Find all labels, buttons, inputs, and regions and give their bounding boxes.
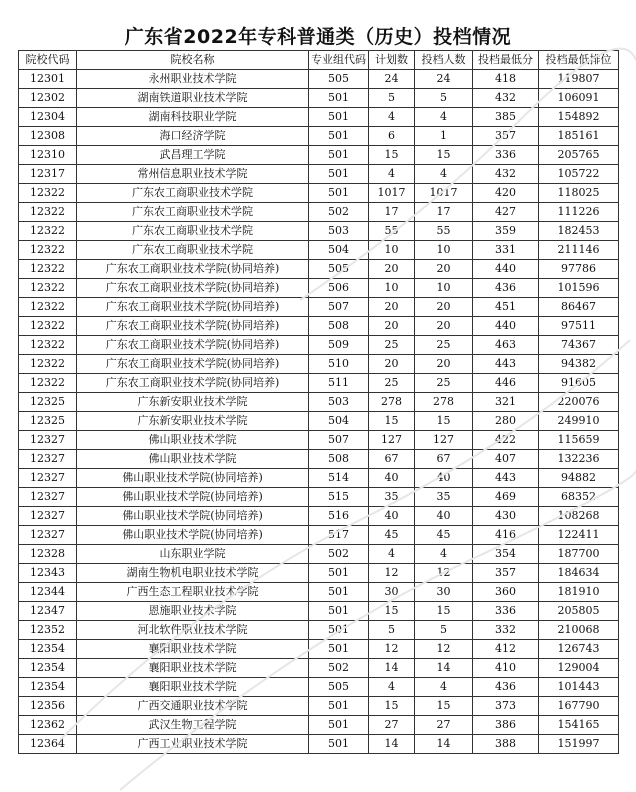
cell-school-name: 广东农工商职业技术学院(协同培养)	[77, 374, 309, 393]
table-row	[19, 108, 619, 127]
cell-school-name: 佛山职业技术学院	[77, 450, 309, 469]
cell-school-name: 武汉生物工程学院	[77, 716, 309, 735]
cell-plan-count: 55	[369, 222, 415, 241]
page-title: 广东省2022年专科普通类（历史）投档情况	[124, 26, 512, 48]
cell-admitted-count: 30	[415, 583, 473, 602]
cell-min-rank: 126743	[539, 640, 619, 659]
table-row	[19, 393, 619, 412]
cell-school-code: 12322	[19, 222, 77, 241]
cell-school-code: 12364	[19, 735, 77, 754]
cell-min-rank: 184634	[539, 564, 619, 583]
cell-school-code: 12308	[19, 127, 77, 146]
cell-admitted-count: 45	[415, 526, 473, 545]
cell-min-rank: 205805	[539, 602, 619, 621]
table-row	[19, 488, 619, 507]
cell-major-group-code: 506	[309, 279, 369, 298]
cell-major-group-code: 508	[309, 317, 369, 336]
table-row	[19, 640, 619, 659]
cell-plan-count: 10	[369, 241, 415, 260]
cell-school-code: 12327	[19, 526, 77, 545]
cell-school-name: 佛山职业技术学院(协同培养)	[77, 469, 309, 488]
cell-major-group-code: 510	[309, 355, 369, 374]
table-row	[19, 127, 619, 146]
cell-school-code: 12322	[19, 298, 77, 317]
cell-min-rank: 105722	[539, 165, 619, 184]
cell-school-name: 武昌理工学院	[77, 146, 309, 165]
cell-plan-count: 27	[369, 716, 415, 735]
cell-min-score: 336	[473, 602, 539, 621]
cell-min-rank: 119807	[539, 70, 619, 89]
cell-major-group-code: 507	[309, 431, 369, 450]
cell-min-score: 360	[473, 583, 539, 602]
cell-school-code: 12322	[19, 203, 77, 222]
table-row	[19, 374, 619, 393]
cell-min-rank: 91605	[539, 374, 619, 393]
cell-plan-count: 20	[369, 355, 415, 374]
cell-school-code: 12354	[19, 659, 77, 678]
cell-school-name: 湖南铁道职业技术学院	[77, 89, 309, 108]
cell-major-group-code: 501	[309, 621, 369, 640]
cell-school-name: 广东农工商职业技术学院(协同培养)	[77, 336, 309, 355]
cell-min-rank: 101596	[539, 279, 619, 298]
cell-min-rank: 68352	[539, 488, 619, 507]
table-row	[19, 697, 619, 716]
table-row	[19, 412, 619, 431]
cell-plan-count: 4	[369, 165, 415, 184]
cell-min-score: 388	[473, 735, 539, 754]
cell-school-name: 佛山职业技术学院(协同培养)	[77, 488, 309, 507]
cell-min-rank: 108268	[539, 507, 619, 526]
cell-plan-count: 20	[369, 298, 415, 317]
cell-major-group-code: 505	[309, 678, 369, 697]
table-row	[19, 260, 619, 279]
cell-major-group-code: 501	[309, 697, 369, 716]
cell-major-group-code: 501	[309, 89, 369, 108]
cell-school-code: 12322	[19, 279, 77, 298]
cell-plan-count: 14	[369, 735, 415, 754]
cell-min-rank: 122411	[539, 526, 619, 545]
cell-min-rank: 86467	[539, 298, 619, 317]
cell-major-group-code: 501	[309, 640, 369, 659]
cell-admitted-count: 20	[415, 298, 473, 317]
cell-school-code: 12310	[19, 146, 77, 165]
cell-plan-count: 14	[369, 659, 415, 678]
cell-school-name: 广东农工商职业技术学院(协同培养)	[77, 298, 309, 317]
cell-major-group-code: 505	[309, 260, 369, 279]
cell-plan-count: 4	[369, 678, 415, 697]
cell-school-name: 山东职业学院	[77, 545, 309, 564]
cell-admitted-count: 67	[415, 450, 473, 469]
cell-school-name: 广东农工商职业技术学院	[77, 203, 309, 222]
cell-major-group-code: 501	[309, 735, 369, 754]
cell-admitted-count: 15	[415, 412, 473, 431]
cell-plan-count: 25	[369, 374, 415, 393]
cell-major-group-code: 501	[309, 716, 369, 735]
cell-plan-count: 15	[369, 146, 415, 165]
cell-min-rank: 115659	[539, 431, 619, 450]
cell-plan-count: 45	[369, 526, 415, 545]
cell-major-group-code: 502	[309, 545, 369, 564]
cell-admitted-count: 24	[415, 70, 473, 89]
cell-major-group-code: 501	[309, 108, 369, 127]
cell-school-name: 襄阳职业技术学院	[77, 678, 309, 697]
cell-min-score: 430	[473, 507, 539, 526]
table-row	[19, 602, 619, 621]
cell-admitted-count: 55	[415, 222, 473, 241]
table-body	[19, 70, 619, 754]
cell-plan-count: 12	[369, 564, 415, 583]
cell-min-rank: 154165	[539, 716, 619, 735]
cell-school-name: 广东农工商职业技术学院(协同培养)	[77, 317, 309, 336]
table-row	[19, 241, 619, 260]
cell-school-name: 广东农工商职业技术学院	[77, 222, 309, 241]
cell-admitted-count: 15	[415, 697, 473, 716]
table-header-row	[19, 51, 619, 70]
cell-min-rank: 154892	[539, 108, 619, 127]
table-row	[19, 507, 619, 526]
cell-school-name: 襄阳职业技术学院	[77, 659, 309, 678]
cell-min-score: 332	[473, 621, 539, 640]
cell-plan-count: 5	[369, 621, 415, 640]
cell-min-score: 451	[473, 298, 539, 317]
cell-min-score: 443	[473, 469, 539, 488]
cell-school-code: 12322	[19, 241, 77, 260]
cell-plan-count: 12	[369, 640, 415, 659]
cell-min-score: 416	[473, 526, 539, 545]
table-row	[19, 279, 619, 298]
cell-min-score: 280	[473, 412, 539, 431]
cell-min-rank: 182453	[539, 222, 619, 241]
cell-min-rank: 101443	[539, 678, 619, 697]
cell-school-name: 襄阳职业技术学院	[77, 640, 309, 659]
cell-min-rank: 205765	[539, 146, 619, 165]
cell-plan-count: 5	[369, 89, 415, 108]
cell-min-score: 436	[473, 678, 539, 697]
cell-min-score: 321	[473, 393, 539, 412]
cell-admitted-count: 4	[415, 545, 473, 564]
cell-school-code: 12322	[19, 184, 77, 203]
cell-plan-count: 6	[369, 127, 415, 146]
cell-admitted-count: 127	[415, 431, 473, 450]
cell-school-code: 12347	[19, 602, 77, 621]
cell-plan-count: 17	[369, 203, 415, 222]
cell-min-score: 418	[473, 70, 539, 89]
cell-min-score: 386	[473, 716, 539, 735]
cell-admitted-count: 20	[415, 260, 473, 279]
cell-min-score: 440	[473, 260, 539, 279]
table-row	[19, 564, 619, 583]
cell-major-group-code: 502	[309, 659, 369, 678]
table-row	[19, 450, 619, 469]
cell-major-group-code: 504	[309, 412, 369, 431]
cell-plan-count: 30	[369, 583, 415, 602]
header-admitted-count: 投档人数	[415, 51, 473, 70]
cell-admitted-count: 4	[415, 108, 473, 127]
cell-min-score: 443	[473, 355, 539, 374]
cell-school-name: 常州信息职业技术学院	[77, 165, 309, 184]
cell-admitted-count: 4	[415, 678, 473, 697]
cell-min-score: 331	[473, 241, 539, 260]
cell-admitted-count: 17	[415, 203, 473, 222]
cell-plan-count: 4	[369, 108, 415, 127]
cell-major-group-code: 502	[309, 203, 369, 222]
cell-admitted-count: 25	[415, 336, 473, 355]
cell-min-score: 427	[473, 203, 539, 222]
cell-min-score: 357	[473, 127, 539, 146]
cell-school-name: 广西交通职业技术学院	[77, 697, 309, 716]
cell-major-group-code: 509	[309, 336, 369, 355]
cell-school-code: 12327	[19, 469, 77, 488]
cell-school-name: 广东农工商职业技术学院(协同培养)	[77, 279, 309, 298]
cell-min-rank: 181910	[539, 583, 619, 602]
cell-major-group-code: 503	[309, 222, 369, 241]
cell-admitted-count: 5	[415, 621, 473, 640]
cell-major-group-code: 503	[309, 393, 369, 412]
cell-admitted-count: 14	[415, 735, 473, 754]
cell-school-code: 12362	[19, 716, 77, 735]
cell-major-group-code: 516	[309, 507, 369, 526]
cell-school-name: 永州职业技术学院	[77, 70, 309, 89]
cell-plan-count: 278	[369, 393, 415, 412]
table-row	[19, 184, 619, 203]
cell-min-rank: 151997	[539, 735, 619, 754]
cell-min-score: 432	[473, 165, 539, 184]
cell-admitted-count: 25	[415, 374, 473, 393]
cell-school-code: 12352	[19, 621, 77, 640]
cell-min-score: 336	[473, 146, 539, 165]
cell-admitted-count: 5	[415, 89, 473, 108]
cell-major-group-code: 501	[309, 583, 369, 602]
cell-school-name: 广东新安职业技术学院	[77, 412, 309, 431]
cell-school-code: 12322	[19, 260, 77, 279]
cell-min-score: 446	[473, 374, 539, 393]
cell-plan-count: 15	[369, 412, 415, 431]
cell-plan-count: 10	[369, 279, 415, 298]
cell-admitted-count: 40	[415, 507, 473, 526]
table-row	[19, 526, 619, 545]
cell-plan-count: 127	[369, 431, 415, 450]
cell-min-rank: 129004	[539, 659, 619, 678]
cell-school-name: 湖南生物机电职业技术学院	[77, 564, 309, 583]
cell-major-group-code: 514	[309, 469, 369, 488]
cell-school-name: 广东农工商职业技术学院(协同培养)	[77, 355, 309, 374]
cell-min-rank: 111226	[539, 203, 619, 222]
cell-school-name: 广西生态工程职业技术学院	[77, 583, 309, 602]
cell-admitted-count: 10	[415, 279, 473, 298]
cell-min-rank: 167790	[539, 697, 619, 716]
cell-school-code: 12327	[19, 450, 77, 469]
cell-min-rank: 249910	[539, 412, 619, 431]
cell-admitted-count: 1	[415, 127, 473, 146]
cell-plan-count: 1017	[369, 184, 415, 203]
header-plan-count: 计划数	[369, 51, 415, 70]
cell-school-name: 佛山职业技术学院	[77, 431, 309, 450]
cell-school-code: 12322	[19, 374, 77, 393]
table-row	[19, 222, 619, 241]
cell-min-score: 440	[473, 317, 539, 336]
cell-plan-count: 35	[369, 488, 415, 507]
cell-min-rank: 94882	[539, 469, 619, 488]
cell-min-score: 463	[473, 336, 539, 355]
cell-major-group-code: 508	[309, 450, 369, 469]
cell-admitted-count: 278	[415, 393, 473, 412]
cell-plan-count: 24	[369, 70, 415, 89]
cell-min-score: 354	[473, 545, 539, 564]
cell-school-code: 12354	[19, 678, 77, 697]
cell-min-score: 385	[473, 108, 539, 127]
cell-school-code: 12325	[19, 412, 77, 431]
cell-min-rank: 220076	[539, 393, 619, 412]
cell-school-code: 12343	[19, 564, 77, 583]
cell-school-code: 12327	[19, 488, 77, 507]
cell-major-group-code: 501	[309, 127, 369, 146]
table-row	[19, 716, 619, 735]
cell-major-group-code: 517	[309, 526, 369, 545]
cell-admitted-count: 1017	[415, 184, 473, 203]
cell-school-name: 佛山职业技术学院(协同培养)	[77, 507, 309, 526]
cell-major-group-code: 501	[309, 165, 369, 184]
cell-admitted-count: 20	[415, 317, 473, 336]
table-row	[19, 89, 619, 108]
header-school-code: 院校代码	[19, 51, 77, 70]
cell-min-rank: 118025	[539, 184, 619, 203]
cell-plan-count: 4	[369, 545, 415, 564]
cell-school-name: 广西工业职业技术学院	[77, 735, 309, 754]
cell-school-code: 12354	[19, 640, 77, 659]
cell-plan-count: 25	[369, 336, 415, 355]
cell-major-group-code: 504	[309, 241, 369, 260]
cell-school-name: 海口经济学院	[77, 127, 309, 146]
admission-table	[18, 50, 619, 754]
cell-min-rank: 132236	[539, 450, 619, 469]
cell-plan-count: 40	[369, 469, 415, 488]
cell-school-code: 12322	[19, 336, 77, 355]
cell-min-score: 410	[473, 659, 539, 678]
cell-major-group-code: 505	[309, 70, 369, 89]
table-row	[19, 469, 619, 488]
table-row	[19, 336, 619, 355]
cell-admitted-count: 12	[415, 640, 473, 659]
cell-min-score: 420	[473, 184, 539, 203]
cell-school-name: 湖南科技职业学院	[77, 108, 309, 127]
cell-admitted-count: 35	[415, 488, 473, 507]
cell-min-score: 357	[473, 564, 539, 583]
table-row	[19, 203, 619, 222]
cell-school-code: 12302	[19, 89, 77, 108]
cell-admitted-count: 15	[415, 602, 473, 621]
cell-major-group-code: 507	[309, 298, 369, 317]
cell-min-score: 422	[473, 431, 539, 450]
header-min-rank: 投档最低排位	[539, 51, 619, 70]
cell-min-score: 373	[473, 697, 539, 716]
table-row	[19, 621, 619, 640]
cell-school-code: 12322	[19, 317, 77, 336]
table-row	[19, 545, 619, 564]
cell-major-group-code: 501	[309, 184, 369, 203]
table-row	[19, 678, 619, 697]
cell-min-rank: 185161	[539, 127, 619, 146]
cell-school-code: 12356	[19, 697, 77, 716]
cell-school-code: 12322	[19, 355, 77, 374]
cell-plan-count: 40	[369, 507, 415, 526]
cell-min-score: 412	[473, 640, 539, 659]
cell-school-code: 12327	[19, 507, 77, 526]
header-min-score: 投档最低分	[473, 51, 539, 70]
cell-school-code: 12325	[19, 393, 77, 412]
cell-plan-count: 67	[369, 450, 415, 469]
cell-major-group-code: 501	[309, 564, 369, 583]
cell-min-rank: 97511	[539, 317, 619, 336]
table-row	[19, 298, 619, 317]
table-row	[19, 735, 619, 754]
cell-school-name: 广东农工商职业技术学院(协同培养)	[77, 260, 309, 279]
cell-school-name: 广东新安职业技术学院	[77, 393, 309, 412]
table-row	[19, 355, 619, 374]
cell-plan-count: 20	[369, 260, 415, 279]
cell-school-name: 广东农工商职业技术学院	[77, 241, 309, 260]
cell-min-score: 469	[473, 488, 539, 507]
cell-major-group-code: 511	[309, 374, 369, 393]
table-row	[19, 165, 619, 184]
cell-min-rank: 106091	[539, 89, 619, 108]
cell-min-rank: 211146	[539, 241, 619, 260]
cell-school-code: 12328	[19, 545, 77, 564]
cell-min-rank: 210068	[539, 621, 619, 640]
cell-major-group-code: 515	[309, 488, 369, 507]
cell-school-code: 12344	[19, 583, 77, 602]
cell-admitted-count: 27	[415, 716, 473, 735]
cell-admitted-count: 10	[415, 241, 473, 260]
cell-min-rank: 74367	[539, 336, 619, 355]
cell-school-code: 12304	[19, 108, 77, 127]
table-row	[19, 431, 619, 450]
cell-admitted-count: 12	[415, 564, 473, 583]
cell-major-group-code: 501	[309, 602, 369, 621]
cell-min-score: 359	[473, 222, 539, 241]
table-row	[19, 583, 619, 602]
cell-admitted-count: 15	[415, 146, 473, 165]
cell-min-rank: 97786	[539, 260, 619, 279]
cell-admitted-count: 14	[415, 659, 473, 678]
table-row	[19, 146, 619, 165]
cell-plan-count: 15	[369, 697, 415, 716]
cell-min-rank: 94382	[539, 355, 619, 374]
cell-plan-count: 20	[369, 317, 415, 336]
cell-school-name: 佛山职业技术学院(协同培养)	[77, 526, 309, 545]
header-school-name: 院校名称	[77, 51, 309, 70]
table-row	[19, 70, 619, 89]
cell-plan-count: 15	[369, 602, 415, 621]
cell-min-score: 407	[473, 450, 539, 469]
cell-school-name: 河北软件职业技术学院	[77, 621, 309, 640]
table-row	[19, 659, 619, 678]
cell-min-score: 432	[473, 89, 539, 108]
cell-major-group-code: 501	[309, 146, 369, 165]
cell-school-code: 12317	[19, 165, 77, 184]
cell-school-code: 12327	[19, 431, 77, 450]
cell-school-code: 12301	[19, 70, 77, 89]
cell-school-name: 广东农工商职业技术学院	[77, 184, 309, 203]
cell-school-name: 恩施职业技术学院	[77, 602, 309, 621]
cell-admitted-count: 40	[415, 469, 473, 488]
cell-admitted-count: 20	[415, 355, 473, 374]
cell-min-rank: 187700	[539, 545, 619, 564]
cell-min-score: 436	[473, 279, 539, 298]
header-major-group-code: 专业组代码	[309, 51, 369, 70]
table-row	[19, 317, 619, 336]
cell-admitted-count: 4	[415, 165, 473, 184]
